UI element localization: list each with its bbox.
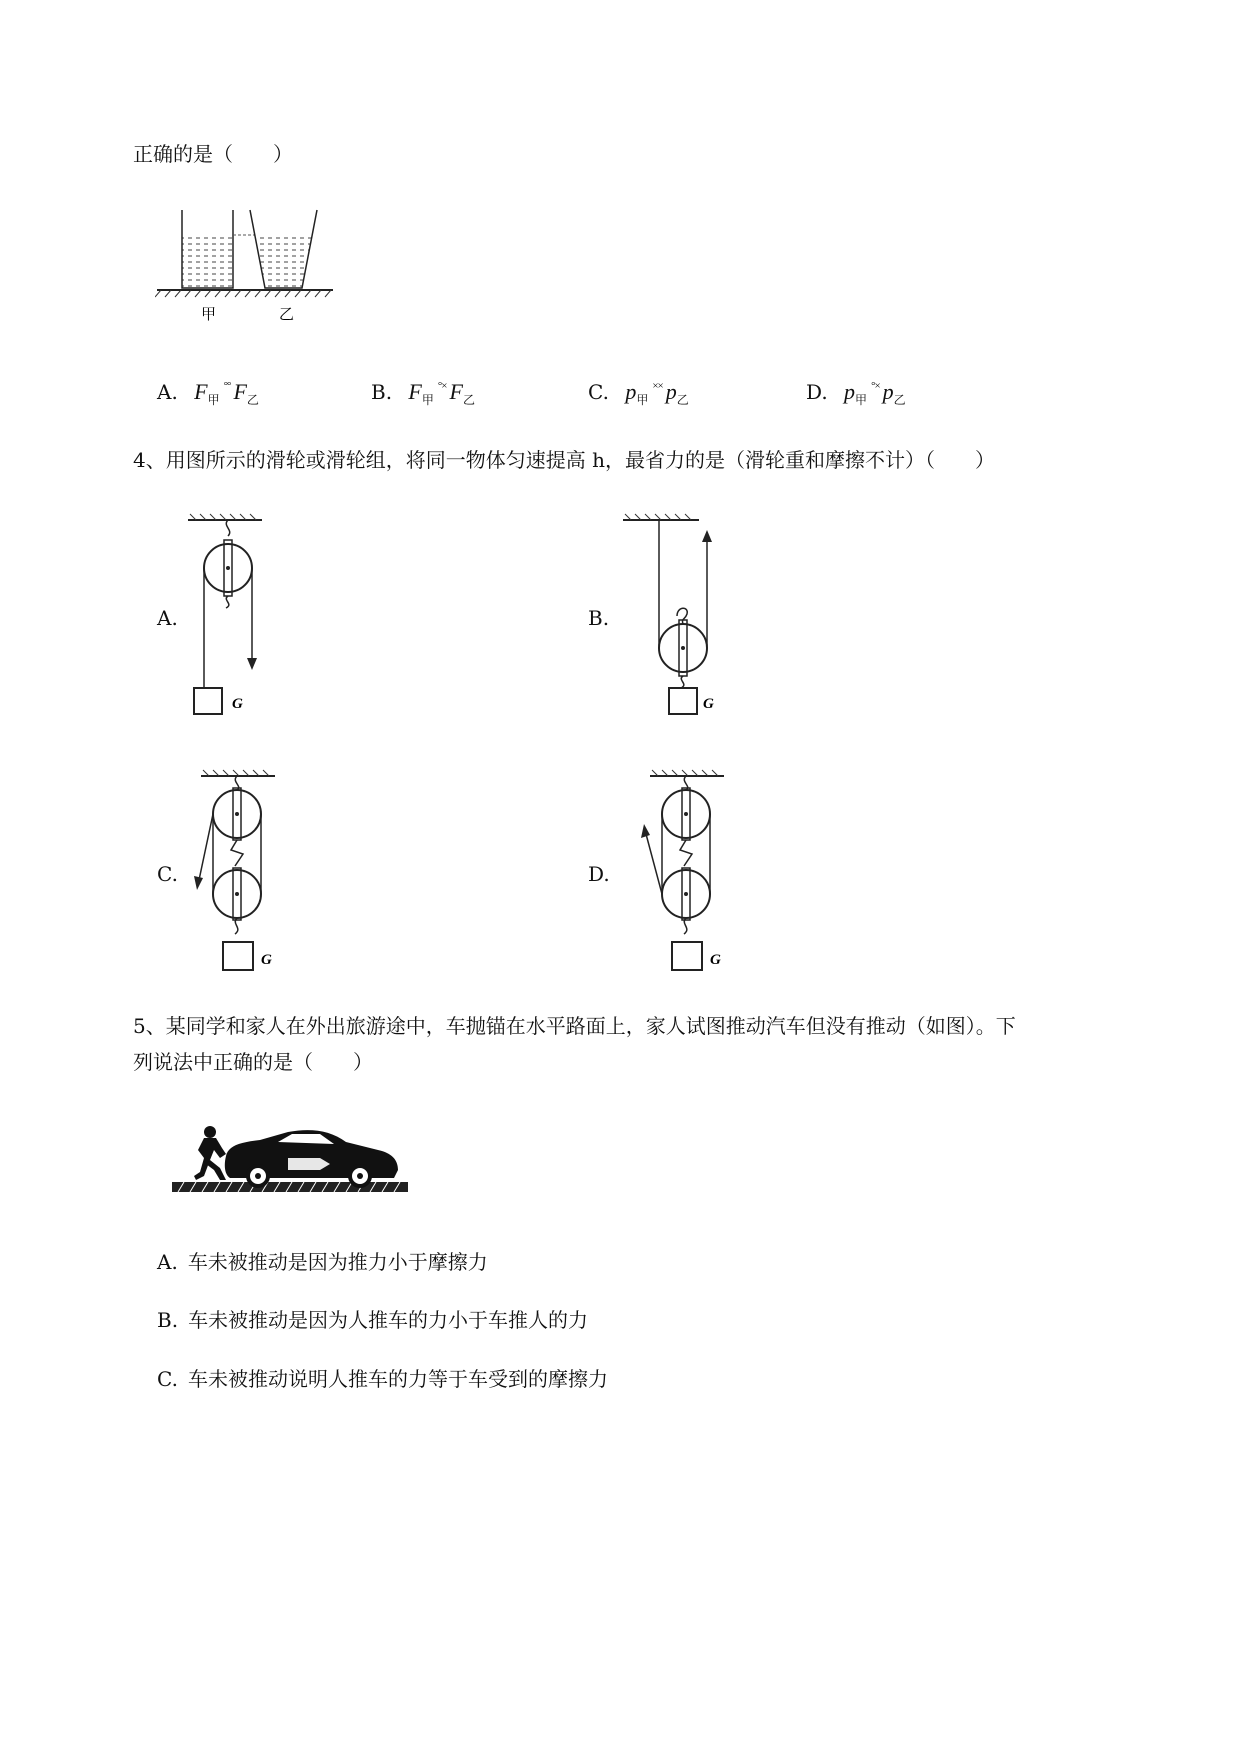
q4-option-c-letter[interactable]: C.	[157, 862, 178, 886]
q4-figure-a	[180, 512, 280, 722]
q4-b-weight-label: G	[703, 696, 714, 712]
q4-option-b-letter[interactable]: B.	[588, 606, 610, 630]
q3-option-d[interactable]: D. $p_甲^{^\circ\times}$ $p_乙$	[806, 379, 906, 407]
q5-stem-line2: 列说法中正确的是（ ）	[133, 1050, 373, 1074]
q5-stem-line1: 5、某同学和家人在外出旅游途中，车抛锚在水平路面上，家人试图推动汽车但没有推动（如图）。下	[133, 1014, 1016, 1038]
q4-option-a-letter[interactable]: A.	[157, 606, 178, 630]
q5-option-a[interactable]: A. 车未被推动是因为推力小于摩擦力	[157, 1250, 488, 1274]
q3-stem-tail: 正确的是（ ）	[133, 142, 293, 166]
q3-containers-figure	[155, 205, 345, 330]
q4-figure-b	[615, 512, 725, 722]
q3-option-c[interactable]: C. $p_甲^{\times\times}$ $p_乙$	[588, 379, 689, 407]
q4-figure-d	[630, 768, 740, 978]
q5-option-c[interactable]: C. 车未被推动说明人推车的力等于车受到的摩擦力	[157, 1367, 608, 1391]
q4-option-d-letter[interactable]: D.	[588, 862, 610, 886]
q3-option-a[interactable]: A. $F_甲^{^\circ^\circ}$ $F_乙$	[157, 379, 259, 407]
q4-stem: 4、用图所示的滑轮或滑轮组，将同一物体匀速提高 h，最省力的是（滑轮重和摩擦不计）（ ）	[133, 448, 995, 472]
q3-label-jia: 甲	[201, 307, 217, 323]
q5-option-b[interactable]: B. 车未被推动是因为人推车的力小于车推人的力	[157, 1308, 589, 1332]
q4-figure-c	[185, 768, 295, 978]
q4-a-weight-label: G	[232, 696, 243, 712]
q3-option-b[interactable]: B. $F_甲^{^\circ\times}$ $F_乙$	[371, 379, 475, 407]
q4-c-weight-label: G	[261, 952, 272, 968]
q3-label-yi: 乙	[279, 307, 295, 323]
q5-car-push-figure	[170, 1120, 410, 1200]
q4-d-weight-label: G	[710, 952, 721, 968]
